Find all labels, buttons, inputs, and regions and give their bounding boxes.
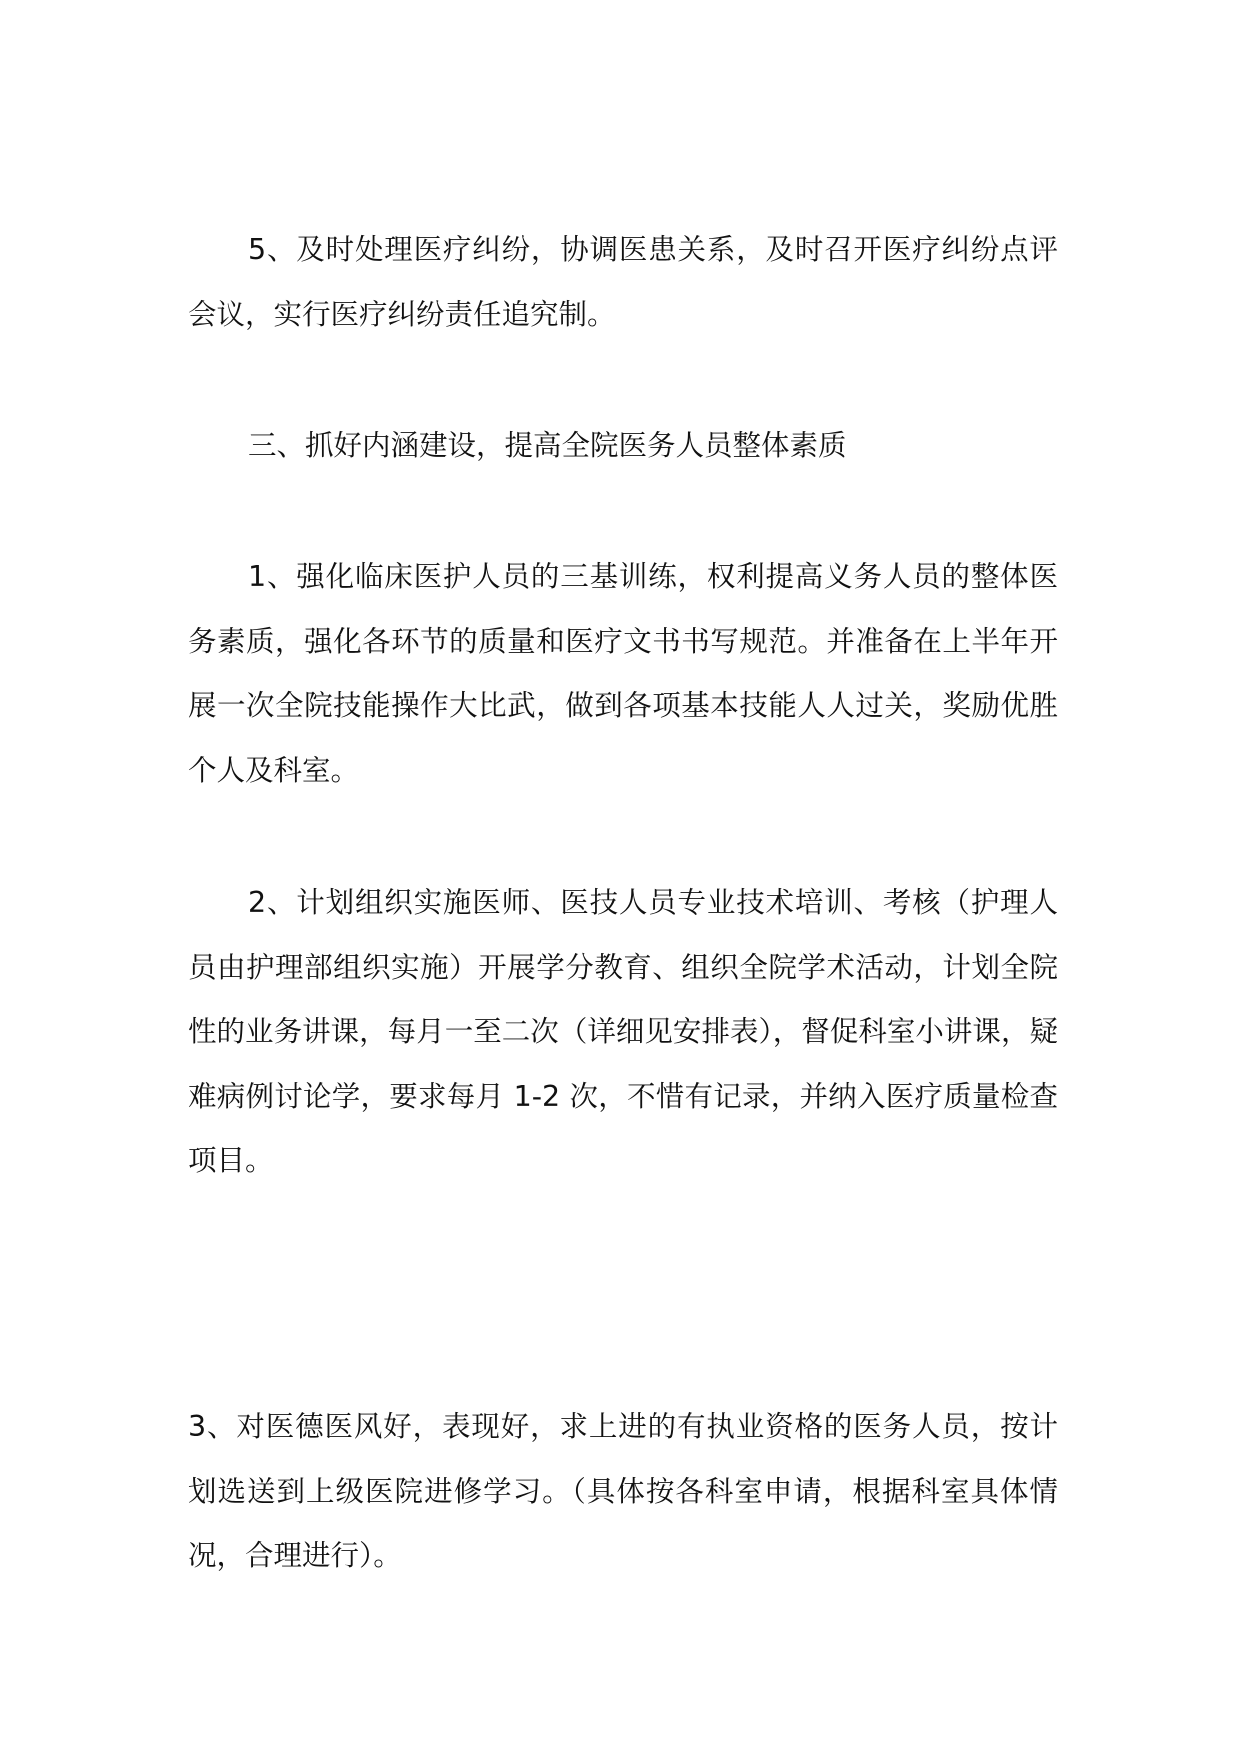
section-heading-3: 三、抓好内涵建设，提高全院医务人员整体素质 [248, 429, 847, 462]
paragraph-item-5: 5、及时处理医疗纠纷，协调医患关系，及时召开医疗纠纷点评会议，实行医疗纠纷责任追究制。 [188, 233, 1058, 331]
paragraph-item-2: 2、计划组织实施医师、医技人员专业技术培训、考核（护理人员由护理部组织实施）开展学分教育、组织全院学术活动，计划全院性的业务讲课，每月一至二次（详细见安排表），督促科室小讲课，疑难病例讨论学，要求每月 1-2 次，不惜有记录，并纳入医疗质量检查项目。 [188, 886, 1058, 1177]
paragraph-item-1: 1、强化临床医护人员的三基训练，权利提高义务人员的整体医务素质，强化各环节的质量和医疗文书书写规范。并准备在上半年开展一次全院技能操作大比武，做到各项基本技能人人过关，奖励优胜个人及科室。 [188, 560, 1058, 787]
paragraph-item-3: 3、对医德医风好，表现好，求上进的有执业资格的医务人员，按计划选送到上级医院进修学习。（具体按各科室申请，根据科室具体情况，合理进行）。 [188, 1410, 1058, 1572]
